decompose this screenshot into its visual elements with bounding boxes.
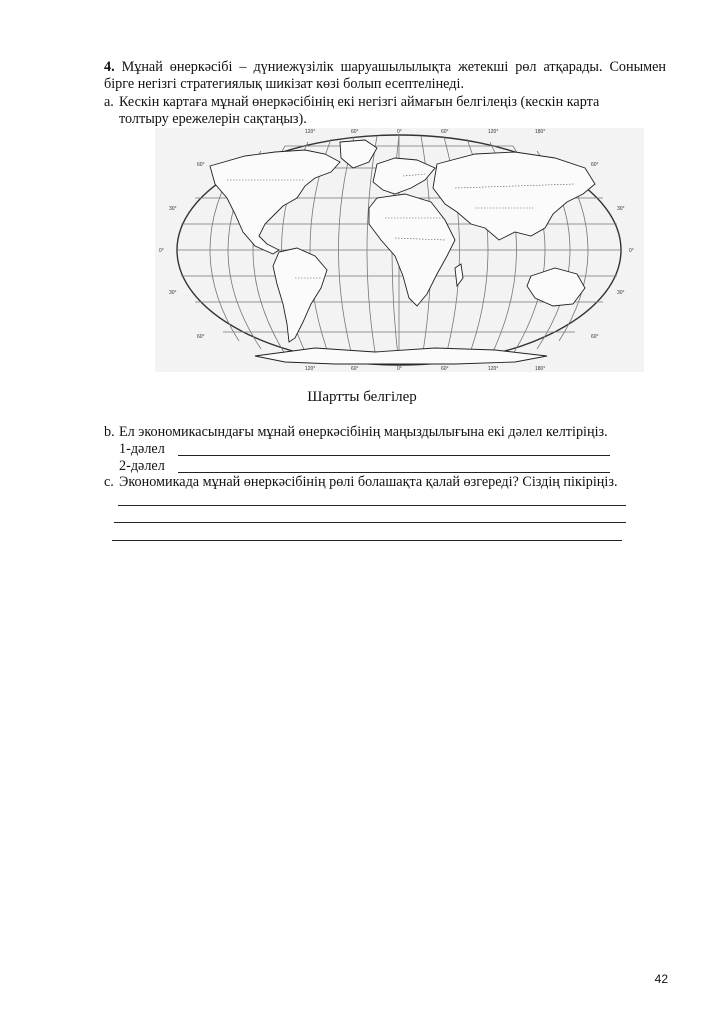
question-number: 4. bbox=[104, 59, 115, 75]
opinion-answer-line-3[interactable] bbox=[112, 540, 622, 541]
item-c-marker: c. bbox=[104, 474, 114, 490]
map-bottom-label-2: 60° bbox=[351, 366, 359, 372]
argument-2-label: 2-дәлел bbox=[119, 458, 165, 474]
map-right-label-1: 60° bbox=[591, 162, 599, 168]
item-c-text: Экономикада мұнай өнеркәсібінің рөлі болашақта қалай өзгереді? Сіздің пікіріңіз. bbox=[119, 474, 618, 490]
question-intro-text: Мұнай өнеркәсібі – дүниежүзілік шаруашылылықта жетекші рөл атқарады. Сонымен бірге негізгі стратегиялық шикізат көзі болып есептелінеді. bbox=[104, 59, 667, 92]
map-bottom-label-1: 120° bbox=[305, 366, 316, 372]
map-left-label-2: 30° bbox=[169, 206, 177, 212]
map-top-label-5: 120° bbox=[488, 129, 499, 135]
map-bottom-label-6: 180° bbox=[535, 366, 546, 372]
item-b-marker: b. bbox=[104, 424, 115, 440]
question-intro bbox=[104, 59, 666, 93]
opinion-answer-line-2[interactable] bbox=[114, 522, 626, 523]
map-left-label-1: 60° bbox=[197, 162, 205, 168]
item-c bbox=[104, 474, 666, 491]
item-b-text: Ел экономикасындағы мұнай өнеркәсібінің маңыздылығына екі дәлел келтіріңіз. bbox=[119, 424, 608, 440]
map-left-label-3: 0° bbox=[159, 248, 164, 254]
map-bottom-label-4: 60° bbox=[441, 366, 449, 372]
map-top-label-1: 120° bbox=[305, 129, 316, 135]
map-bottom-label-3: 0° bbox=[397, 366, 402, 372]
map-right-label-2: 30° bbox=[617, 206, 625, 212]
map-top-label-2: 60° bbox=[351, 129, 359, 135]
opinion-answer-line-1[interactable] bbox=[118, 505, 626, 506]
item-a-text-line2: толтыру ережелерін сақтаңыз). bbox=[119, 111, 307, 127]
outline-world-map[interactable] bbox=[155, 128, 644, 372]
item-a-marker: a. bbox=[104, 94, 114, 110]
map-right-label-3: 0° bbox=[629, 248, 634, 254]
item-b bbox=[104, 424, 666, 441]
world-map-svg bbox=[155, 128, 644, 372]
map-bottom-label-5: 120° bbox=[488, 366, 499, 372]
argument-1-answer-line[interactable] bbox=[178, 455, 610, 456]
map-right-label-4: 30° bbox=[617, 290, 625, 296]
map-top-label-3: 0° bbox=[397, 129, 402, 135]
legend-title: Шартты белгілер bbox=[307, 389, 417, 405]
argument-2-answer-line[interactable] bbox=[178, 472, 610, 473]
map-left-label-4: 30° bbox=[169, 290, 177, 296]
item-a bbox=[104, 94, 666, 128]
page-number: 42 bbox=[654, 972, 668, 986]
map-top-label-4: 60° bbox=[441, 129, 449, 135]
item-a-text-line1: Кескін картаға мұнай өнеркәсібінің екі негізгі аймағын белгілеңіз (кескін карта bbox=[119, 94, 600, 110]
map-left-label-5: 60° bbox=[197, 334, 205, 340]
map-right-label-5: 60° bbox=[591, 334, 599, 340]
map-top-label-6: 180° bbox=[535, 129, 546, 135]
argument-1-label: 1-дәлел bbox=[119, 441, 165, 457]
